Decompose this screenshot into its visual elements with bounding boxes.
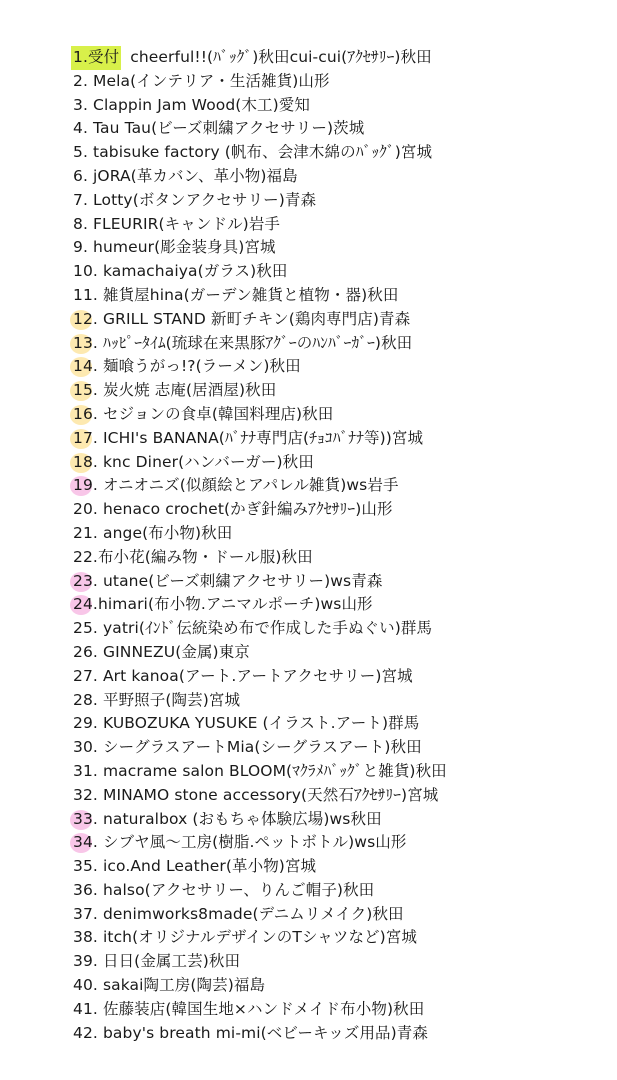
list-item-text: MINAMO stone accessory(天然石ｱｸｾｻﾘｰ)宮城: [97, 785, 439, 804]
list-item: [73, 570, 613, 594]
list-item-number: 19.: [73, 474, 98, 498]
list-item-number: 37.: [73, 904, 98, 923]
list-item: [73, 950, 613, 974]
list-item-text: Mela(インテリア・生活雑貨)山形: [88, 71, 330, 90]
list-item-number: 12.: [73, 308, 98, 332]
list-item-number: 7.: [73, 190, 88, 209]
list-item-number: 13.: [73, 332, 98, 356]
list-item-text: Art kanoa(アート.アートアクセサリー)宮城: [97, 666, 413, 685]
list-item: [73, 284, 613, 308]
list-item: [73, 831, 613, 855]
list-item-text: セジョンの食卓(韓国料理店)秋田: [97, 404, 334, 423]
list-item-text: halso(アクセサリー、りんご帽子)秋田: [97, 880, 375, 899]
list-item-number: 35.: [73, 857, 98, 876]
list-item-text: オニオニズ(似顔絵とアパレル雑貨)ws岩手: [97, 476, 399, 495]
list-item-text: シブヤ風～工房(樹脂.ペットボトル)ws山形: [97, 833, 407, 852]
list-item: [73, 855, 613, 879]
list-item-number: 23.: [73, 570, 98, 594]
list-item: [73, 117, 613, 141]
list-item-number: 17.: [73, 427, 98, 451]
list-item-text: humeur(彫金装身具)宮城: [88, 238, 276, 257]
list-item-number: 39.: [73, 952, 98, 971]
list-item-text: ﾊｯﾋﾟｰﾀｲﾑ(琉球在来黒豚ｱｸﾞｰのﾊﾝﾊﾞｰｶﾞｰ)秋田: [97, 333, 413, 352]
list-item: [73, 474, 613, 498]
list-item-text: itch(オリジナルデザインのTシャツなど)宮城: [97, 928, 418, 947]
list-item-number: 3.: [73, 95, 88, 114]
list-item-number: 29.: [73, 714, 98, 733]
list-item-text: kamachaiya(ガラス)秋田: [97, 262, 288, 281]
list-item: [73, 355, 613, 379]
list-item-number: 30.: [73, 738, 98, 757]
list-item-text: Lotty(ボタンアクセサリー)青森: [88, 190, 317, 209]
list-item-text: macrame salon BLOOM(ﾏｸﾗﾒﾊﾞｯｸﾞと雑貨)秋田: [97, 761, 447, 780]
list-item: [73, 94, 613, 118]
list-item-number: 27.: [73, 666, 98, 685]
list-item: [73, 760, 613, 784]
list-item-text: ange(布小物)秋田: [97, 523, 233, 542]
list-item-number: 10.: [73, 262, 98, 281]
list-item-text: GRILL STAND 新町チキン(鶏肉専門店)青森: [97, 309, 411, 328]
list-item-number: 28.: [73, 690, 98, 709]
list-item-number: 21.: [73, 523, 98, 542]
list-item-text: 平野照子(陶芸)宮城: [97, 690, 241, 709]
list-item-text: 布小花(編み物・ドール服)秋田: [97, 547, 313, 566]
list-item-number: 41.: [73, 999, 98, 1018]
list-item-number: 9.: [73, 238, 88, 257]
list-item-number: 40.: [73, 976, 98, 995]
list-item-number: 33.: [73, 808, 98, 832]
list-item: [73, 213, 613, 237]
list-item-number: 8.: [73, 214, 88, 233]
list-item: [73, 308, 613, 332]
list-item: [73, 70, 613, 94]
list-item: [73, 784, 613, 808]
vendor-list: [73, 46, 613, 1045]
list-item: [73, 736, 613, 760]
list-item-text: cheerful!!(ﾊﾞｯｸﾞ)秋田cui-cui(ｱｸｾｻﾘｰ)秋田: [125, 48, 432, 66]
list-item: [73, 617, 613, 641]
list-item-number: 18.: [73, 451, 98, 475]
list-item-number: 24.: [73, 593, 98, 617]
list-item-number: 20.: [73, 500, 98, 519]
list-item-text: utane(ビーズ刺繍アクセサリー)ws青森: [97, 571, 383, 590]
list-item: [73, 808, 613, 832]
list-item-text: tabisuke factory (帆布、会津木綿のﾊﾞｯｸﾞ)宮城: [88, 143, 433, 162]
list-item-number: 5.: [73, 143, 88, 162]
list-item-number: 6.: [73, 166, 88, 185]
list-item-text: denimworks8made(デニムリメイク)秋田: [97, 904, 404, 923]
list-item-number: 38.: [73, 928, 98, 947]
list-item-text: FLEURIR(キャンドル)岩手: [88, 214, 281, 233]
list-item-text: シーグラスアートMia(シーグラスアート)秋田: [97, 738, 422, 757]
list-item-text: KUBOZUKA YUSUKE (イラスト.アート)群馬: [97, 714, 420, 733]
list-item-number: 14.: [73, 355, 98, 379]
list-item-text: jORA(革カバン、革小物)福島: [88, 166, 298, 185]
list-item-text: sakai陶工房(陶芸)福島: [97, 976, 266, 995]
list-item-text: naturalbox (おもちゃ体験広場)ws秋田: [97, 809, 382, 828]
list-item-text: 炭火焼 志庵(居酒屋)秋田: [97, 381, 277, 400]
list-item-text: ico.And Leather(革小物)宮城: [97, 857, 317, 876]
list-item: [73, 546, 613, 570]
list-item: [73, 236, 613, 260]
list-item: [73, 926, 613, 950]
list-item: [73, 165, 613, 189]
list-item-number: 2.: [73, 71, 88, 90]
list-item: [73, 498, 613, 522]
list-item: [73, 712, 613, 736]
list-item: [73, 641, 613, 665]
list-item-number: 1.受付: [71, 46, 121, 70]
list-item-text: ICHI's BANANA(ﾊﾞﾅﾅ専門店(ﾁｮｺﾊﾞﾅﾅ等))宮城: [97, 428, 424, 447]
list-item-text: baby's breath mi-mi(ベビーキッズ用品)青森: [97, 1023, 428, 1042]
list-item: [73, 451, 613, 475]
list-item-text: 雑貨屋hina(ガーデン雑貨と植物・器)秋田: [97, 285, 399, 304]
list-item-text: himari(布小物.アニマルポーチ)ws山形: [97, 595, 373, 614]
list-item-text: knc Diner(ハンバーガー)秋田: [97, 452, 314, 471]
list-item: [73, 522, 613, 546]
list-item-number: 31.: [73, 761, 98, 780]
list-item: [73, 998, 613, 1022]
list-item-number: 15.: [73, 379, 98, 403]
list-item-number: 42.: [73, 1023, 98, 1042]
list-item-text: yatri(ｲﾝﾄﾞ伝統染め布で作成した手ぬぐい)群馬: [97, 619, 433, 638]
list-item-number: 32.: [73, 785, 98, 804]
list-item-number: 22.: [73, 547, 98, 566]
list-item-number: 34.: [73, 831, 98, 855]
list-item-number: 25.: [73, 619, 98, 638]
list-item: [73, 903, 613, 927]
list-item: [73, 879, 613, 903]
list-item-number: 26.: [73, 642, 98, 661]
list-item: [73, 141, 613, 165]
list-item-number: 36.: [73, 880, 98, 899]
list-item: [73, 1022, 613, 1046]
list-item: [73, 665, 613, 689]
list-item: [73, 974, 613, 998]
list-item-text: Tau Tau(ビーズ刺繍アクセサリー)茨城: [88, 119, 365, 138]
list-item: [73, 260, 613, 284]
list-item: [73, 46, 613, 70]
list-item-text: Clappin Jam Wood(木工)愛知: [88, 95, 311, 114]
list-item: [73, 689, 613, 713]
list-item-text: 佐藤装店(韓国生地×ハンドメイド布小物)秋田: [97, 999, 425, 1018]
list-item: [73, 403, 613, 427]
list-item-number: 16.: [73, 403, 98, 427]
list-item-text: henaco crochet(かぎ針編みｱｸｾｻﾘｰ)山形: [97, 500, 393, 519]
list-item-text: 麺喰うがっ!?(ラーメン)秋田: [97, 357, 301, 376]
list-item: [73, 427, 613, 451]
list-item-text: 日日(金属工芸)秋田: [97, 952, 241, 971]
list-item-number: 4.: [73, 119, 88, 138]
list-item: [73, 593, 613, 617]
list-item: [73, 332, 613, 356]
list-item-number: 11.: [73, 285, 98, 304]
list-item-text: GINNEZU(金属)東京: [97, 642, 250, 661]
list-item: [73, 379, 613, 403]
list-item: [73, 189, 613, 213]
